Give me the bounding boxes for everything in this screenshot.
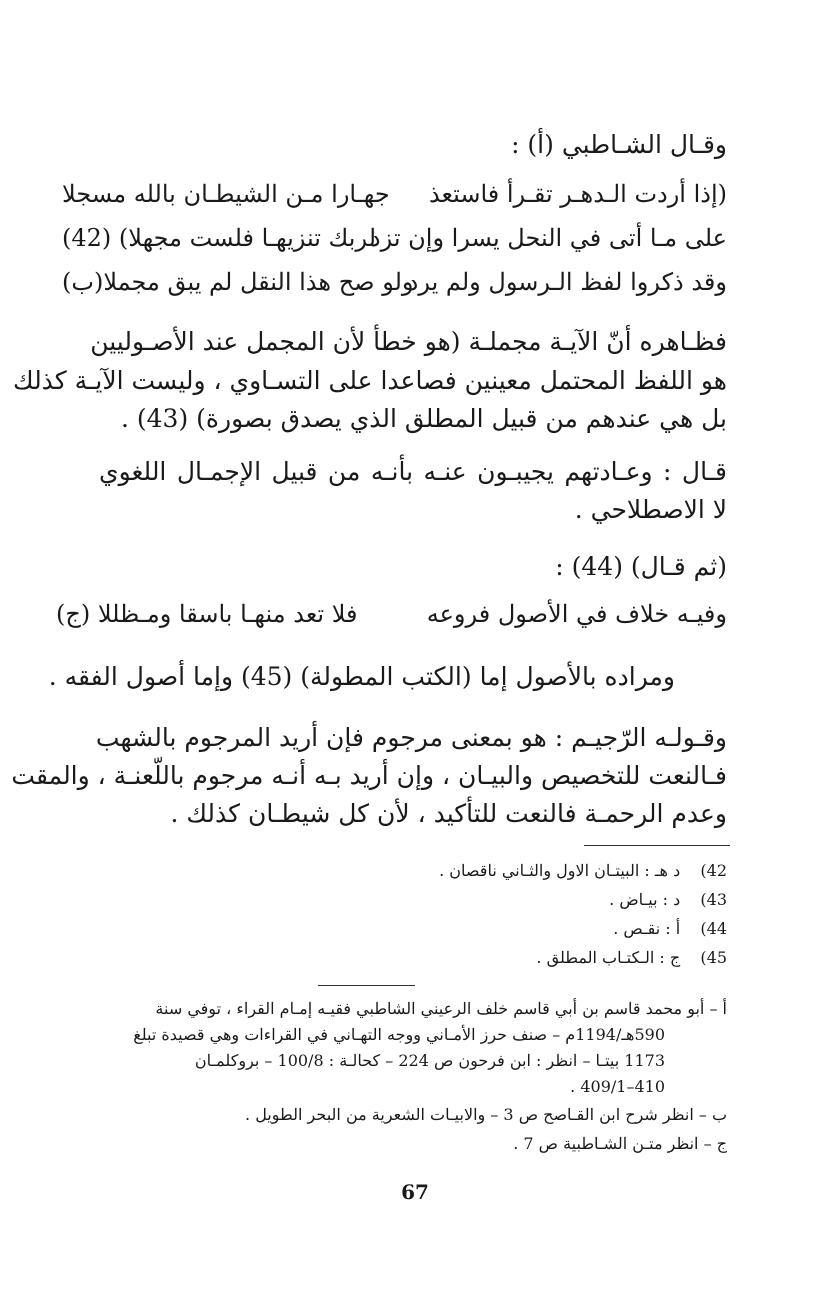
note-a-line-2: 590هـ/1194م – صنف حرز الأمـاني ووجه التهـاني في القراءات وهي قصيدة تبلغ — [133, 1025, 665, 1044]
verse-2-second-half: لربك تنزيهـا فلست مجهلا) (42) — [62, 224, 376, 252]
footnote-42 — [439, 860, 727, 882]
verse-1-first-half: (إذا أردت الـدهـر تقـرأ فاستعذ — [428, 180, 727, 208]
note-c: ج – انظر متـن الشـاطبية ص 7 . — [513, 1134, 727, 1153]
footnote-number: 42) — [700, 861, 727, 880]
verse-3-second-half: ولو صح هذا النقل لم يبق مجملا(ب) — [62, 268, 414, 296]
note-a-line-1: أ – أبو محمد قاسم بن أبي قاسم خلف الرعيني الشاطبي فقيـه إمـام القراء ، توفي سنة — [155, 999, 727, 1018]
verse-1-second-half: جهـارا مـن الشيطـان بالله مسجلا — [62, 180, 390, 208]
verse-4-first-half: وفيـه خلاف في الأصول فروعه — [426, 600, 727, 628]
footnote-text: أ : نقـص . — [613, 919, 681, 938]
notes-divider — [318, 985, 415, 986]
note-a-line-4: 410–409/1 . — [570, 1077, 665, 1096]
paragraph-3: ومراده بالأصول إما (الكتب المطولة) (45) وإما أصول الفقه . — [48, 662, 675, 691]
paragraph-4-line-1: وقـولـه الرّجيـم : هو بمعنى مرجوم فإن أريد المرجوم بالشهب — [95, 723, 727, 752]
verse-2-first-half: على مـا أتى في النحل يسرا وإن تزد — [369, 224, 727, 252]
footnote-text: د : بيـاض . — [609, 890, 681, 909]
paragraph-2-line-2: لا الاصطلاحي . — [574, 495, 727, 524]
footnote-44 — [613, 918, 727, 940]
paragraph-2-line-1: قـال : وعـادتهم يجيبـون عنـه بأنـه من قبيل الإجمـال اللغوي — [99, 457, 727, 486]
footnote-divider — [584, 845, 730, 846]
verse-4-second-half: فلا تعد منهـا باسقا ومـظللا (ج) — [56, 600, 358, 628]
paragraph-1-line-3: بل هي عندهم من قبيل المطلق الذي يصدق بصورة) (43) . — [121, 404, 727, 433]
page-number: 67 — [401, 1180, 429, 1204]
paragraph-1-line-1: فظـاهره أنّ الآيـة مجملـة (هو خطأ لأن المجمل عند الأصـوليين — [90, 327, 727, 356]
note-a-line-3: 1173 بيتـا – انظر : ابن فرحون ص 224 – كحالـة : 100/8 – بروكلمـان — [194, 1051, 665, 1070]
footnote-45 — [536, 947, 727, 969]
footnote-number: 43) — [700, 890, 727, 909]
verse-3-first-half: وقد ذكروا لفظ الـرسول ولم يرد — [407, 268, 727, 296]
then-said-line: (ثم قـال) (44) : — [555, 552, 727, 581]
footnote-text: ج : الـكتـاب المطلق . — [536, 948, 681, 967]
footnote-43 — [609, 889, 727, 911]
paragraph-4-line-3: وعدم الرحمـة فالنعت للتأكيد ، لأن كل شيطـان كذلك . — [170, 799, 727, 828]
note-b: ب – انظر شرح ابن القـاصح ص 3 – والابيـات الشعرية من البحر الطويل . — [245, 1105, 727, 1124]
paragraph-4-line-2: فـالنعت للتخصيص والبيـان ، وإن أريد بـه أنـه مرجوم باللّعنـة ، والمقت — [11, 761, 727, 790]
intro-line: وقـال الشـاطبي (أ) : — [511, 130, 727, 159]
footnote-number: 45) — [700, 948, 727, 967]
paragraph-1-line-2: هو اللفظ المحتمل معينين فصاعدا على التسـاوي ، وليست الآيـة كذلك — [13, 366, 727, 395]
footnote-text: د هـ : البيتـان الاول والثـاني ناقصان . — [439, 861, 681, 880]
footnote-number: 44) — [700, 919, 727, 938]
